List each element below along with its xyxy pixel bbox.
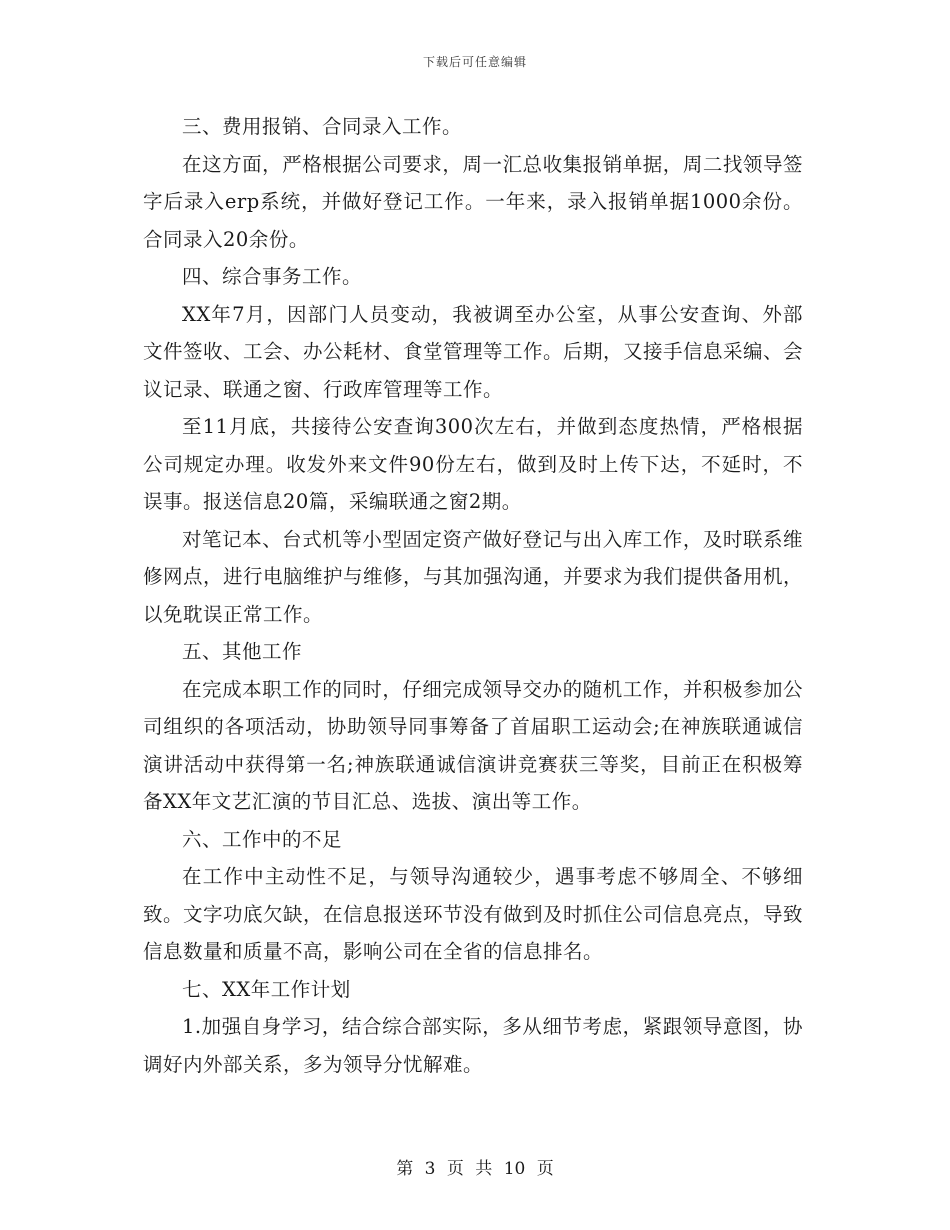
page-number: 第 3 页 共 10 页	[396, 1159, 554, 1179]
paragraph: 在完成本职工作的同时，仔细完成领导交办的随机工作，并积极参加公司组织的各项活动，协助领导同事筹备了首届职工运动会;在神族联通诚信演讲活动中获得第一名;神族联通诚信演讲竞赛获三等奖，目前正在积极筹备XX年文艺汇演的节目汇总、选拔、演出等工作。	[143, 677, 803, 813]
section-heading-other-work: 五、其他工作	[182, 640, 303, 663]
section-heading-work-plan: 七、XX年工作计划	[182, 977, 351, 1001]
section-heading-shortcomings: 六、工作中的不足	[182, 827, 343, 851]
document-body	[143, 108, 803, 1083]
section-heading-general-affairs: 四、综合事务工作。	[182, 265, 363, 288]
page-header: 下载后可任意编辑	[422, 55, 527, 69]
paragraph: 在工作中主动性不足，与领导沟通较少，遇事考虑不够周全、不够细致。文字功底欠缺，在信息报送环节没有做到及时抓住公司信息亮点，导致信息数量和质量不高，影响公司在全省的信息排名。	[143, 865, 804, 963]
paragraph: 1.加强自身学习，结合综合部实际，多从细节考虑，紧跟领导意图，协调好内外部关系，多为领导分忧解难。	[143, 1015, 803, 1076]
paragraph: XX年7月，因部门人员变动，我被调至办公室，从事公安查询、外部文件签收、工会、办公耗材、食堂管理等工作。后期，又接手信息采编、会议记录、联通之窗、行政库管理等工作。	[143, 302, 804, 401]
paragraph: 至11月底，共接待公安查询300次左右，并做到态度热情，严格根据公司规定办理。收发外来文件90份左右，做到及时上传下达，不延时，不误事。报送信息20篇，采编联通之窗2期。	[143, 415, 803, 513]
paragraph: 对笔记本、台式机等小型固定资产做好登记与出入库工作，及时联系维修网点，进行电脑维护与维修，与其加强沟通，并要求为我们提供备用机，以免耽误正常工作。	[143, 527, 804, 626]
paragraph: 在这方面，严格根据公司要求，周一汇总收集报销单据，周二找领导签字后录入erp系统，并做好登记工作。一年来，录入报销单据1000余份。合同录入20余份。	[143, 152, 803, 251]
section-heading-expense: 三、费用报销、合同录入工作。	[182, 115, 463, 138]
